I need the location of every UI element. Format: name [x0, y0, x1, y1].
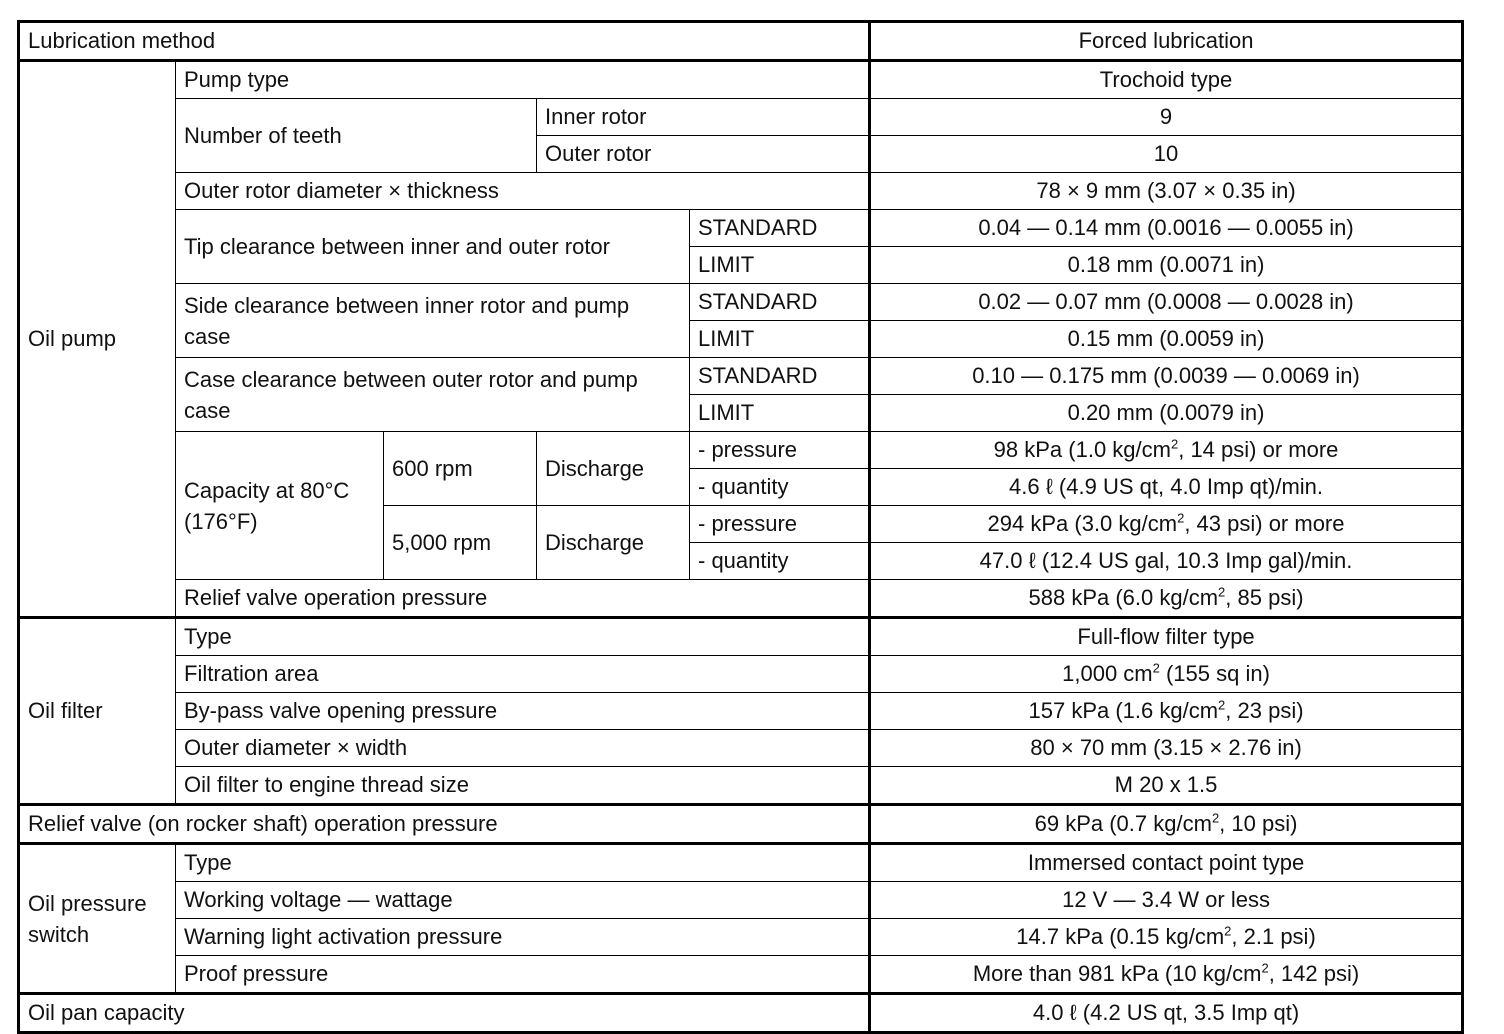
row-switch-type [19, 844, 1463, 882]
filter-type-value: Full-flow filter type [870, 618, 1463, 656]
outer-rotor-value: 10 [870, 136, 1463, 173]
bypass-valve-label: By-pass valve opening pressure [176, 693, 870, 730]
quantity-600-value: 4.6 ℓ (4.9 US qt, 4.0 Imp qt)/min. [870, 469, 1463, 506]
quantity-600-label: - quantity [690, 469, 870, 506]
quantity-5000-label: - quantity [690, 543, 870, 580]
side-standard-value: 0.02 — 0.07 mm (0.0008 — 0.0028 in) [870, 284, 1463, 321]
row-inner-rotor [19, 99, 1463, 136]
outer-rotor-dim-value: 78 × 9 mm (3.07 × 0.35 in) [870, 173, 1463, 210]
capacity-label: Capacity at 80°C (176°F) [176, 432, 384, 580]
warning-light-value: 14.7 kPa (0.15 $kg/cm^2$, 2.1 psi) [870, 919, 1463, 956]
row-lubrication-method [19, 22, 1463, 61]
proof-pressure-value: More than 981 kPa (10 $kg/cm^2$, 142 psi) [870, 956, 1463, 994]
discharge-5000-label: Discharge [537, 506, 690, 580]
working-voltage-label: Working voltage — wattage [176, 882, 870, 919]
row-tip-standard [19, 210, 1463, 247]
side-limit-label: LIMIT [690, 321, 870, 358]
side-standard-label: STANDARD [690, 284, 870, 321]
rpm-600-label: 600 rpm [384, 432, 537, 506]
tip-limit-label: LIMIT [690, 247, 870, 284]
row-thread-size [19, 767, 1463, 805]
inner-rotor-label: Inner rotor [537, 99, 870, 136]
switch-type-label: Type [176, 844, 870, 882]
pressure-5000-label: - pressure [690, 506, 870, 543]
row-pump-type [19, 61, 1463, 99]
tip-clearance-label: Tip clearance between inner and outer rotor [176, 210, 690, 284]
tip-standard-value: 0.04 — 0.14 mm (0.0016 — 0.0055 in) [870, 210, 1463, 247]
tip-limit-value: 0.18 mm (0.0071 in) [870, 247, 1463, 284]
row-rocker-relief [19, 805, 1463, 844]
row-case-standard [19, 358, 1463, 395]
side-limit-value: 0.15 mm (0.0059 in) [870, 321, 1463, 358]
filter-outer-dim-label: Outer diameter × width [176, 730, 870, 767]
outer-rotor-dim-label: Outer rotor diameter × thickness [176, 173, 870, 210]
case-clearance-label: Case clearance between outer rotor and pump case [176, 358, 690, 432]
bypass-valve-value: 157 kPa (1.6 $kg/cm^2$, 23 psi) [870, 693, 1463, 730]
row-bypass-valve [19, 693, 1463, 730]
oil-pump-label: Oil pump [19, 61, 176, 618]
rocker-relief-label: Relief valve (on rocker shaft) operation pressure [19, 805, 870, 844]
oil-filter-label: Oil filter [19, 618, 176, 805]
rpm-5000-label: 5,000 rpm [384, 506, 537, 580]
pump-type-value: Trochoid type [870, 61, 1463, 99]
working-voltage-value: 12 V — 3.4 W or less [870, 882, 1463, 919]
case-limit-label: LIMIT [690, 395, 870, 432]
relief-valve-value: 588 kPa (6.0 $kg/cm^2$, 85 psi) [870, 580, 1463, 618]
row-warning-light [19, 919, 1463, 956]
side-clearance-label: Side clearance between inner rotor and pump case [176, 284, 690, 358]
row-proof-pressure [19, 956, 1463, 994]
row-600-pressure [19, 432, 1463, 469]
tip-standard-label: STANDARD [690, 210, 870, 247]
discharge-600-label: Discharge [537, 432, 690, 506]
lubrication-method-label: Lubrication method [19, 22, 870, 61]
number-of-teeth-label: Number of teeth [176, 99, 537, 173]
filter-type-label: Type [176, 618, 870, 656]
case-standard-value: 0.10 — 0.175 mm (0.0039 — 0.0069 in) [870, 358, 1463, 395]
relief-valve-label: Relief valve operation pressure [176, 580, 870, 618]
switch-type-value: Immersed contact point type [870, 844, 1463, 882]
oil-pan-label: Oil pan capacity [19, 994, 870, 1033]
case-limit-value: 0.20 mm (0.0079 in) [870, 395, 1463, 432]
row-filtration-area [19, 656, 1463, 693]
row-relief-valve [19, 580, 1463, 618]
case-standard-label: STANDARD [690, 358, 870, 395]
row-side-standard [19, 284, 1463, 321]
outer-rotor-label: Outer rotor [537, 136, 870, 173]
row-oil-pan [19, 994, 1463, 1033]
filter-outer-dim-value: 80 × 70 mm (3.15 × 2.76 in) [870, 730, 1463, 767]
filtration-area-value: 1,000 $cm^2$ (155 sq in) [870, 656, 1463, 693]
thread-size-value: M 20 x 1.5 [870, 767, 1463, 805]
row-outer-rotor-dim [19, 173, 1463, 210]
oil-pressure-switch-label: Oil pressure switch [19, 844, 176, 994]
warning-light-label: Warning light activation pressure [176, 919, 870, 956]
row-filter-outer-dim [19, 730, 1463, 767]
specification-table [17, 20, 1464, 1034]
pressure-600-label: - pressure [690, 432, 870, 469]
oil-pan-value: 4.0 ℓ (4.2 US qt, 3.5 Imp qt) [870, 994, 1463, 1033]
quantity-5000-value: 47.0 ℓ (12.4 US gal, 10.3 Imp gal)/min. [870, 543, 1463, 580]
pressure-600-value: 98 kPa (1.0 $kg/cm^2$, 14 psi) or more [870, 432, 1463, 469]
pump-type-label: Pump type [176, 61, 870, 99]
inner-rotor-value: 9 [870, 99, 1463, 136]
pressure-5000-value: 294 kPa (3.0 $kg/cm^2$, 43 psi) or more [870, 506, 1463, 543]
lubrication-method-value: Forced lubrication [870, 22, 1463, 61]
rocker-relief-value: 69 kPa (0.7 $kg/cm^2$, 10 psi) [870, 805, 1463, 844]
thread-size-label: Oil filter to engine thread size [176, 767, 870, 805]
filtration-area-label: Filtration area [176, 656, 870, 693]
proof-pressure-label: Proof pressure [176, 956, 870, 994]
row-filter-type [19, 618, 1463, 656]
row-working-voltage [19, 882, 1463, 919]
